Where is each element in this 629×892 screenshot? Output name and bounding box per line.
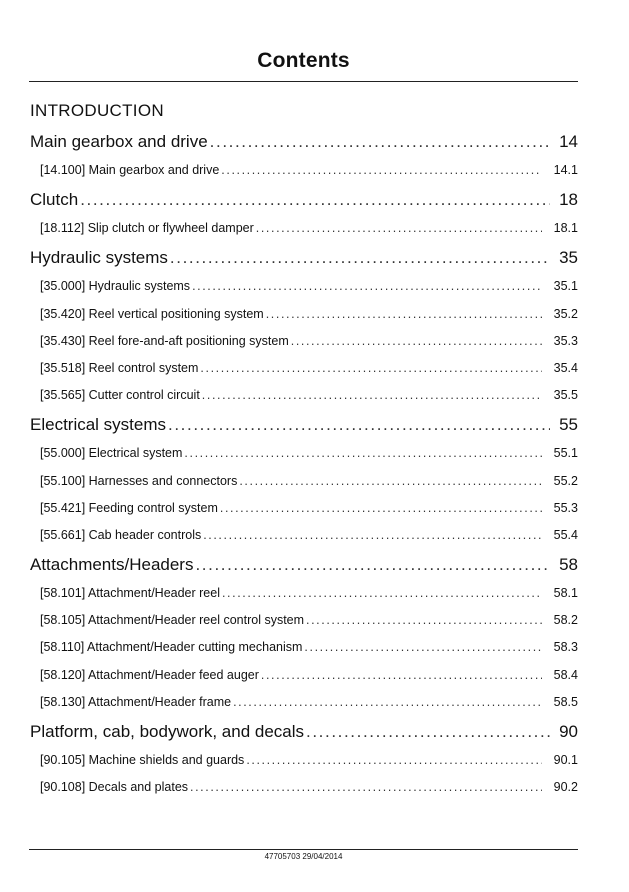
toc-subsection-entry[interactable] [30,662,578,689]
toc-section-title: Clutch [30,190,79,210]
top-rule [29,81,578,82]
dot-leader [210,126,550,157]
dot-leader [304,634,542,661]
toc-section [30,184,578,242]
dot-leader [202,382,542,409]
toc-subsection-entry[interactable] [30,328,578,355]
toc-subsection-page: 35.4 [553,360,578,375]
toc-subsection-page: 58.2 [553,613,578,628]
dot-leader [200,355,542,382]
toc-subsection-title: [35.420] Reel vertical positioning system [40,306,264,321]
toc-subsection-page: 90.2 [553,780,578,795]
dot-leader [266,301,542,328]
toc-subsection-page: 35.1 [553,279,578,294]
toc-section-page: 35 [559,248,578,268]
toc-subsection-page: 55.3 [553,500,578,515]
toc-subsection-entry[interactable] [30,157,578,184]
toc-subsection-entry[interactable] [30,468,578,495]
toc-section-title: Electrical systems [30,415,167,435]
toc-subsection-title: [35.430] Reel fore-and-aft positioning system [40,333,289,348]
bottom-rule [29,849,578,850]
dot-leader [256,215,542,242]
toc-subsection-page: 58.5 [553,694,578,709]
dot-leader [170,242,550,273]
toc-subsection-title: [58.101] Attachment/Header reel [40,586,220,601]
toc-subsection-page: 55.1 [553,446,578,461]
introduction-heading[interactable]: INTRODUCTION [30,101,164,120]
toc-subsection-entry[interactable] [30,607,578,634]
dot-leader [233,689,542,716]
toc-subsection-page: 58.1 [553,586,578,601]
toc-subsection-entry[interactable] [30,440,578,467]
toc-section-entry[interactable] [30,409,578,440]
toc-section-entry[interactable] [30,716,578,747]
dot-leader [203,522,542,549]
toc-subsection-title: [14.100] Main gearbox and drive [40,163,220,177]
toc-subsection-title: [58.120] Attachment/Header feed auger [40,667,259,682]
dot-leader [190,774,542,801]
toc-section-page: 58 [559,555,578,575]
toc-subsection-title: [58.130] Attachment/Header frame [40,694,232,709]
toc-subsection-title: [18.112] Slip clutch or flywheel damper [40,221,254,236]
toc-subsection-title: [58.110] Attachment/Header cutting mechanism [40,640,303,655]
toc-subsection-entry[interactable] [30,495,578,522]
toc-subsection-entry[interactable] [30,747,578,774]
toc-subsection-page: 18.1 [553,221,578,236]
toc-section-title: Main gearbox and drive [30,132,208,151]
dot-leader [168,409,550,440]
toc-subsection-title: [35.000] Hydraulic systems [40,279,191,294]
toc-subsection-entry[interactable] [30,634,578,661]
toc-section [30,716,578,801]
toc-subsection-page: 58.4 [553,667,578,682]
toc-section [30,409,578,549]
toc-subsection-title: [35.518] Reel control system [40,360,199,375]
toc-subsection-entry[interactable] [30,522,578,549]
dot-leader [195,549,550,580]
dot-leader [80,184,550,215]
toc-section-page: 14 [559,132,578,151]
dot-leader [220,495,542,522]
toc-section [30,242,578,409]
dot-leader [184,440,542,467]
toc-subsection-page: 90.1 [553,753,578,767]
toc-subsection-title: [58.105] Attachment/Header reel control system [40,613,305,628]
toc-subsection-entry[interactable] [30,689,578,716]
toc-section-title: Platform, cab, bodywork, and decals [30,722,305,741]
dot-leader [306,607,542,634]
toc-section-entry[interactable] [30,242,578,273]
toc-section-page: 18 [559,190,578,210]
toc-subsection-page: 55.4 [553,527,578,542]
dot-leader [246,747,542,774]
toc-subsection-page: 14.1 [553,163,578,177]
toc-subsection-entry[interactable] [30,301,578,328]
dot-leader [261,662,542,689]
toc-subsection-title: [55.100] Harnesses and connectors [40,473,238,488]
toc-section-title: Attachments/Headers [30,555,194,575]
toc-subsection-entry[interactable] [30,273,578,300]
toc-subsection-entry[interactable] [30,215,578,242]
toc-subsection-entry[interactable] [30,580,578,607]
toc-subsection-page: 55.2 [553,473,578,488]
toc-section [30,126,578,184]
toc-subsection-title: [55.421] Feeding control system [40,500,218,515]
dot-leader [239,468,542,495]
toc-section-entry[interactable] [30,549,578,580]
toc-subsection-title: [55.000] Electrical system [40,446,183,461]
toc-section-page: 90 [559,722,578,741]
dot-leader [192,273,542,300]
dot-leader [291,328,542,355]
dot-leader [306,716,550,747]
toc-subsection-entry[interactable] [30,382,578,409]
toc-subsection-page: 58.3 [553,640,578,655]
footer-doc-number: 47705703 29/04/2014 [264,852,343,861]
toc-subsection-title: [35.565] Cutter control circuit [40,388,200,403]
toc-section [30,549,578,716]
toc-subsection-entry[interactable] [30,355,578,382]
toc-subsection-page: 35.2 [553,306,578,321]
dot-leader [222,580,542,607]
toc-list [30,126,578,801]
toc-subsection-title: [90.105] Machine shields and guards [40,753,245,767]
toc-section-page: 55 [559,415,578,435]
page-title: Contents [257,49,350,72]
dot-leader [221,157,542,184]
toc-subsection-title: [55.661] Cab header controls [40,527,202,542]
toc-subsection-page: 35.5 [553,388,578,403]
toc-subsection-title: [90.108] Decals and plates [40,780,189,795]
toc-subsection-page: 35.3 [553,333,578,348]
toc-section-entry[interactable] [30,184,578,215]
toc-subsection-entry[interactable] [30,774,578,801]
toc-section-title: Hydraulic systems [30,248,168,268]
toc-section-entry[interactable] [30,126,578,157]
